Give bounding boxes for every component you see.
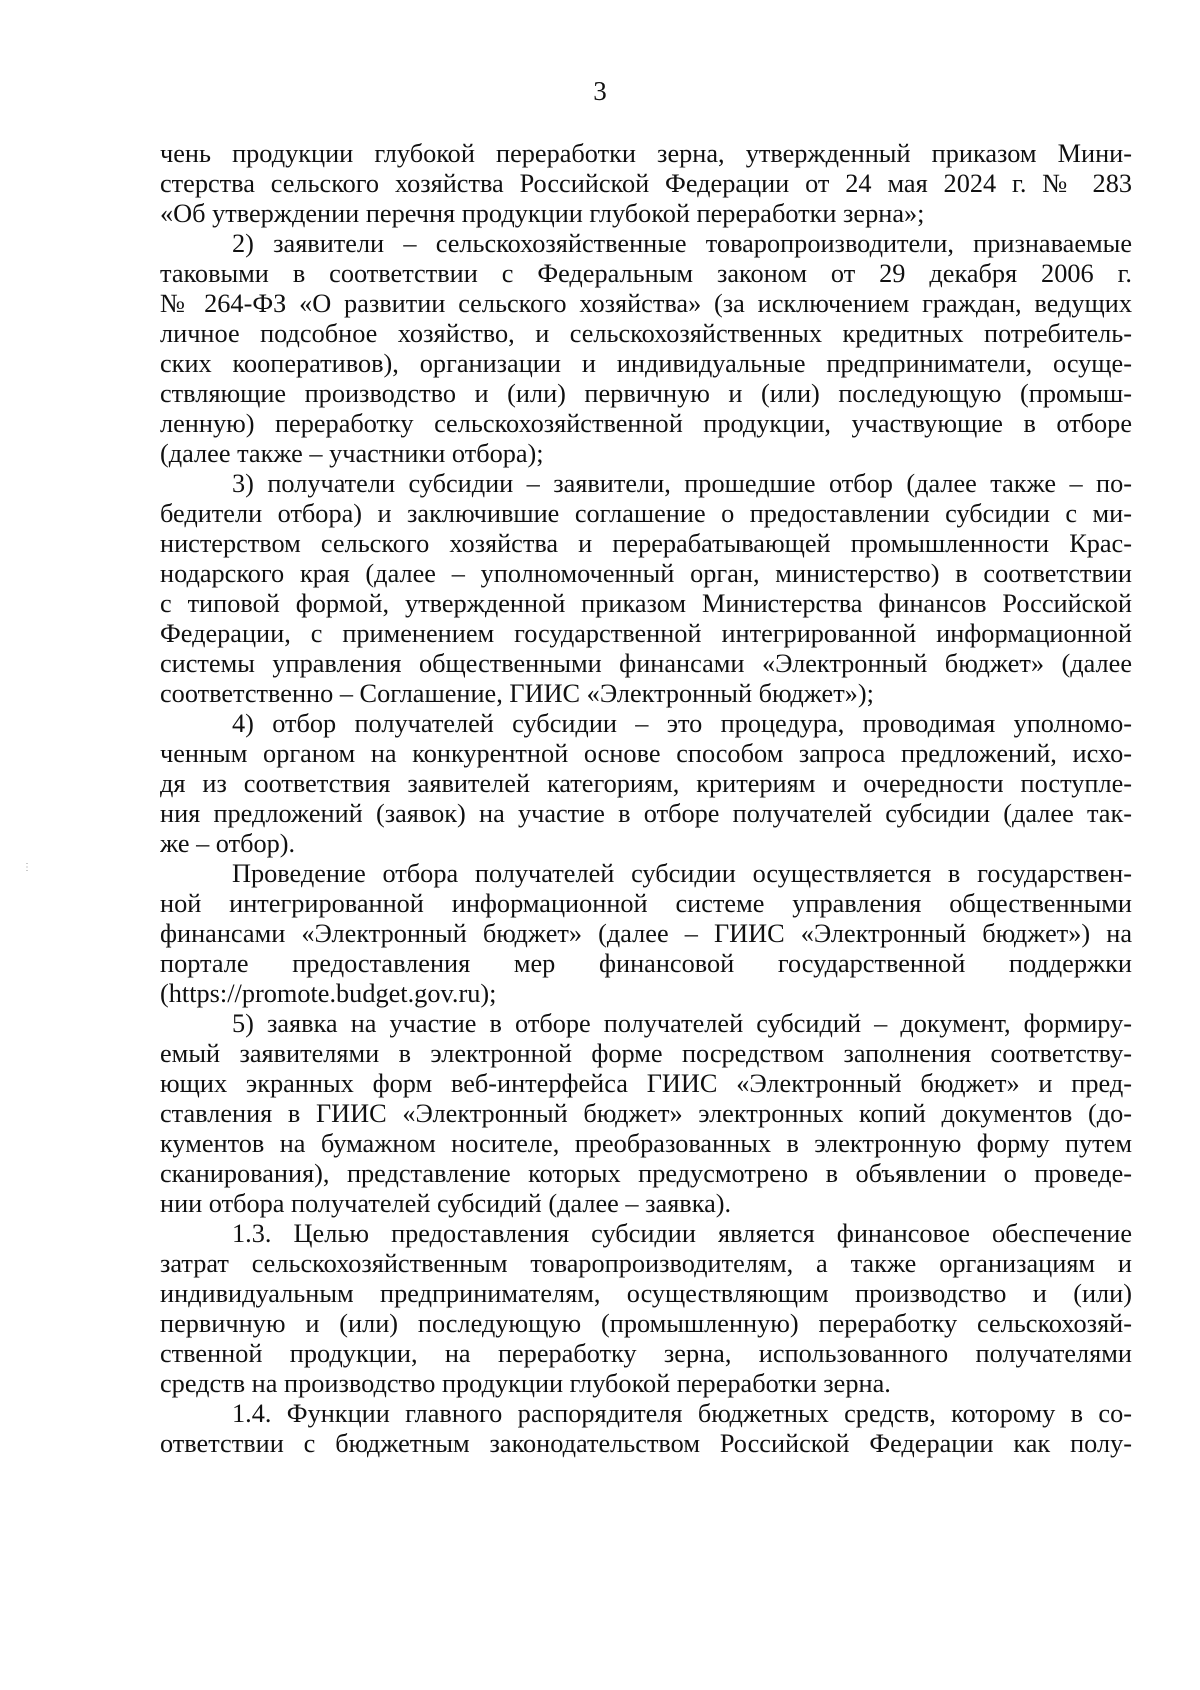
text-line: ских кооперативов), организации и индивидуальные предприниматели, осуще- — [160, 349, 1132, 378]
text-line: 5) заявка на участие в отборе получателей субсидий – документ, формиру- — [232, 1009, 1132, 1038]
text-line: «Об утверждении перечня продукции глубокой переработки зерна»; — [160, 199, 925, 228]
text-line: финансами «Электронный бюджет» (далее – ГИИС «Электронный бюджет») на — [160, 919, 1132, 948]
text-line: (https://promote.budget.gov.ru); — [160, 979, 497, 1008]
text-line: ния предложений (заявок) на участие в отборе получателей субсидии (далее так- — [160, 799, 1132, 828]
text-line: стерства сельского хозяйства Российской Федерации от 24 мая 2024 г. № 283 — [160, 169, 1132, 198]
text-line: портале предоставления мер финансовой государственной поддержки — [160, 949, 1132, 978]
text-line: же – отбор). — [160, 829, 296, 858]
text-line: (далее также – участники отбора); — [160, 439, 544, 468]
text-line: 1.4. Функции главного распорядителя бюджетных средств, которому в со- — [232, 1399, 1132, 1428]
text-line: системы управления общественными финансами «Электронный бюджет» (далее — [160, 649, 1132, 678]
text-line: с типовой формой, утвержденной приказом Министерства финансов Российской — [160, 589, 1132, 618]
text-line: 1.3. Целью предоставления субсидии является финансовое обеспечение — [232, 1219, 1132, 1248]
text-line: ленную) переработку сельскохозяйственной продукции, участвующие в отборе — [160, 409, 1132, 438]
text-line: Проведение отбора получателей субсидии осуществляется в государствен- — [232, 859, 1132, 888]
text-line: ющих экранных форм веб-интерфейса ГИИС «Электронный бюджет» и пред- — [160, 1069, 1132, 1098]
text-line: № 264-ФЗ «О развитии сельского хозяйства» (за исключением граждан, ведущих — [160, 289, 1132, 318]
text-line: ставления в ГИИС «Электронный бюджет» электронных копий документов (до- — [160, 1099, 1132, 1128]
text-line: 4) отбор получателей субсидии – это процедура, проводимая уполномо- — [232, 709, 1132, 738]
text-line: кументов на бумажном носителе, преобразованных в электронную форму путем — [160, 1129, 1132, 1158]
text-line: таковыми в соответствии с Федеральным законом от 29 декабря 2006 г. — [160, 259, 1132, 288]
text-line: емый заявителями в электронной форме посредством заполнения соответству- — [160, 1039, 1132, 1068]
text-line: индивидуальным предпринимателям, осуществляющим производство и (или) — [160, 1279, 1132, 1308]
text-line: соответственно – Соглашение, ГИИС «Электронный бюджет»); — [160, 679, 874, 708]
text-line: 3) получатели субсидии – заявители, прошедшие отбор (далее также – по- — [232, 469, 1132, 498]
text-line: средств на производство продукции глубокой переработки зерна. — [160, 1369, 891, 1398]
document-body — [160, 139, 1132, 1459]
text-line: бедители отбора) и заключившие соглашение о предоставлении субсидии с ми- — [160, 499, 1132, 528]
page-number: 3 — [593, 76, 607, 106]
text-line: ной интегрированной информационной системе управления общественными — [160, 889, 1132, 918]
text-line: чень продукции глубокой переработки зерна, утвержденный приказом Мини- — [160, 139, 1132, 168]
text-line: дя из соответствия заявителей категориям, критериям и очередности поступле- — [160, 769, 1132, 798]
text-line: затрат сельскохозяйственным товаропроизводителям, а также организациям и — [160, 1249, 1132, 1278]
text-line: ченным органом на конкурентной основе способом запроса предложений, исхо- — [160, 739, 1132, 768]
text-line: ствляющие производство и (или) первичную и (или) последующую (промыш- — [160, 379, 1132, 408]
text-line: нии отбора получателей субсидий (далее – заявка). — [160, 1189, 732, 1218]
text-line: нистерством сельского хозяйства и перерабатывающей промышленности Крас- — [160, 529, 1132, 558]
text-line: Федерации, с применением государственной интегрированной информационной — [160, 619, 1132, 648]
text-line: сканирования), представление которых предусмотрено в объявлении о проведе- — [160, 1159, 1132, 1188]
text-line: ственной продукции, на переработку зерна, использованного получателями — [160, 1339, 1132, 1368]
scan-artifact: ⋮ — [22, 862, 32, 873]
text-line: первичную и (или) последующую (промышленную) переработку сельскохозяй- — [160, 1309, 1132, 1338]
text-line: личное подсобное хозяйство, и сельскохозяйственных кредитных потребитель- — [160, 319, 1132, 348]
text-line: ответствии с бюджетным законодательством Российской Федерации как полу- — [160, 1429, 1132, 1458]
text-line: нодарского края (далее – уполномоченный орган, министерство) в соответствии — [160, 559, 1132, 588]
text-line: 2) заявители – сельскохозяйственные товаропроизводители, признаваемые — [232, 229, 1132, 258]
